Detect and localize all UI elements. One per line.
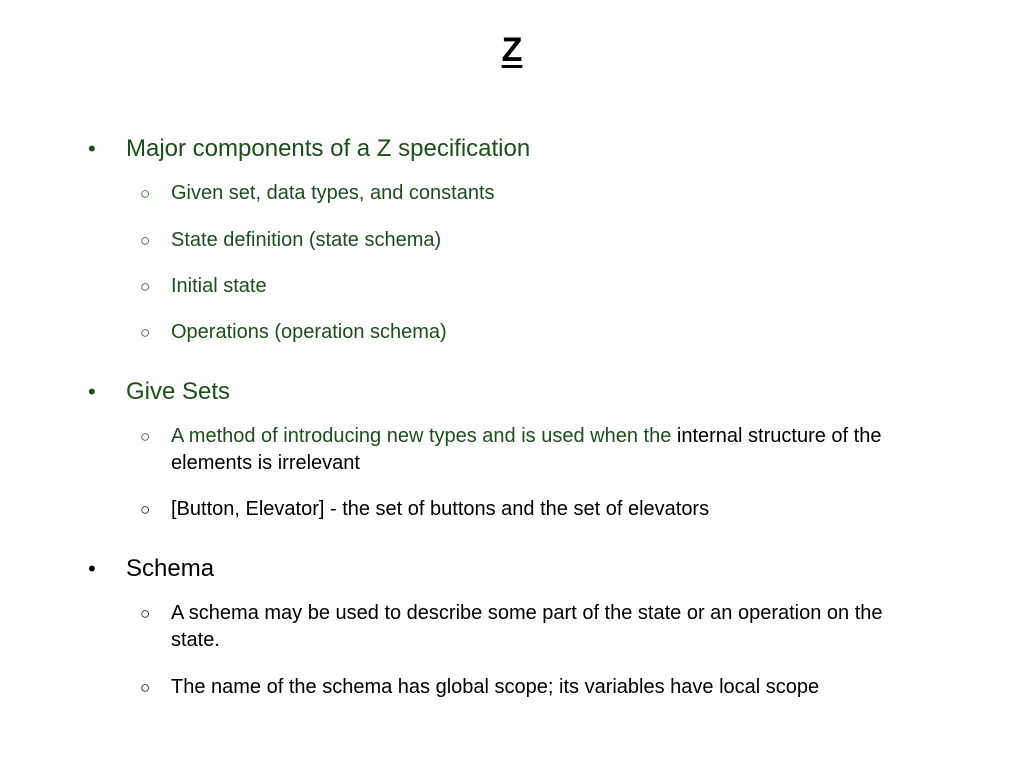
bullet-icon: • [88,136,96,161]
circle-bullet-icon: ○ [140,231,151,250]
circle-bullet-icon: ○ [140,323,151,342]
sub-bullet-label-green-part: A method of introducing new types and is used when the [171,425,677,447]
bullet-label: Give Sets [126,378,231,405]
circle-bullet-icon: ○ [140,277,151,296]
sub-bullet-state-definition [140,227,930,254]
bullet-label: Major components of a Z specification [126,135,531,162]
sub-bullet-operations [140,319,930,346]
sub-bullet-label [171,423,930,477]
bullet-icon: • [88,379,96,404]
bullet-icon: • [88,556,96,581]
sub-bullet-schema-describe [140,600,930,654]
circle-bullet-icon: ○ [140,427,151,446]
circle-bullet-icon: ○ [140,184,151,203]
sub-bullet-label-black-part: internal structure of the elements is irrelevant [171,425,882,474]
sub-bullet-label: Given set, data types, and constants [171,182,495,204]
bullet-label: Schema [126,555,215,582]
sub-bullet-initial-state [140,273,930,300]
circle-bullet-icon: ○ [140,500,151,519]
circle-bullet-icon: ○ [140,678,151,697]
sub-bullet-label: The name of the schema has global scope; its variables have local scope [171,676,820,698]
sub-bullet-label: State definition (state schema) [171,229,442,251]
sub-bullet-label: Operations (operation schema) [171,321,447,343]
sub-bullet-label: [Button, Elevator] - the set of buttons and the set of elevators [171,498,710,520]
sub-bullet-given-set [140,180,930,207]
sub-bullet-label: Initial state [171,275,267,297]
sub-bullet-label: A schema may be used to describe some part of the state or an operation on the state. [171,602,883,651]
circle-bullet-icon: ○ [140,604,151,623]
sub-bullet-method-new-types [140,423,930,477]
sub-bullet-schema-scope [140,674,930,701]
slide-title: Z [501,31,523,69]
sub-bullet-button-elevator [140,496,930,523]
